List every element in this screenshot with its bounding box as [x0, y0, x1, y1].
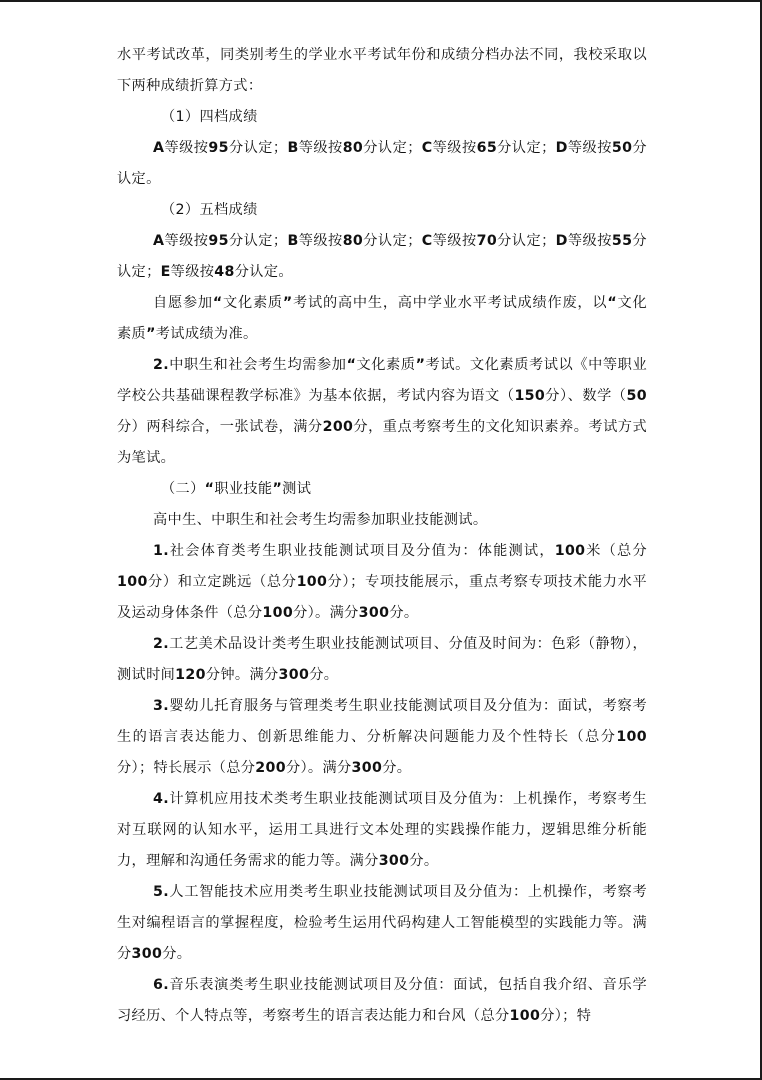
- text-run: 分钟。满分: [205, 667, 279, 683]
- document-body: [117, 40, 647, 1032]
- bold-text-run: 100: [296, 574, 328, 590]
- text-run: 分）。满分: [285, 760, 352, 776]
- bold-text-run: A: [153, 140, 165, 156]
- text-run: 分。: [309, 667, 339, 683]
- bold-text-run: 300: [351, 760, 383, 776]
- text-run: 婴幼儿托育服务与管理类考生职业技能测试项目及分值为：面试，考察考生的语言表达能力、创新思维能力、分析解决问题能力及个性特长（总分: [117, 698, 647, 745]
- text-run: 计算机应用技术类考生职业技能测试项目及分值为：上机操作，考察考生对互联网的认知水平，运用工具进行文本处理的实践操作能力，逻辑思维分析能力，理解和沟通任务需求的能力等。满分: [117, 791, 647, 869]
- bold-text-run: 300: [131, 946, 163, 962]
- paragraph-p15: [117, 970, 647, 1032]
- bold-text-run: 300: [378, 853, 410, 869]
- text-run: 高中生、中职生和社会考生均需参加职业技能测试。: [153, 512, 488, 528]
- bold-text-run: 100: [509, 1008, 541, 1024]
- paragraph-p1: [117, 40, 647, 102]
- paragraph-p14: [117, 877, 647, 970]
- text-run: 等级按: [432, 140, 477, 156]
- text-run: 分）两科综合，一张试卷，满分: [117, 419, 323, 435]
- bold-text-run: 80: [342, 233, 364, 249]
- text-run: 等级按: [170, 264, 215, 280]
- text-run: 分）；专项技能展示，重点考察专项技术能力水平及运动身体条件（总分: [117, 574, 647, 621]
- bold-text-run: 6.: [153, 977, 169, 993]
- text-run: 分。: [389, 605, 419, 621]
- bold-text-run: 150: [514, 388, 546, 404]
- paragraph-p10: [117, 536, 647, 629]
- text-run: 社会体育类考生职业技能测试项目及分值为：体能测试，: [168, 543, 555, 559]
- text-run: 文化素质: [117, 295, 648, 342]
- paragraph-p9: [117, 505, 647, 536]
- text-run: 分认定；: [228, 233, 288, 249]
- bold-text-run: “: [204, 481, 215, 497]
- text-run: 人工智能技术应用类考生职业技能测试项目及分值为：上机操作，考察考生对编程语言的掌握程度，检验考生运用代码构建人工智能模型的实践能力等。满分: [117, 884, 647, 962]
- text-run: 考试成绩为准。: [155, 326, 258, 342]
- bold-text-run: “: [607, 295, 618, 311]
- text-run: 等级按: [164, 233, 209, 249]
- text-run: 音乐表演类考生职业技能测试项目及分值：面试，包括自我介绍、音乐学习经历、个人特点等，考察考生的语言表达能力和台风（总分: [117, 977, 647, 1024]
- text-run: 分）、数学（: [545, 388, 627, 404]
- bold-text-run: 120: [175, 667, 206, 683]
- bold-text-run: 48: [214, 264, 235, 280]
- bold-text-run: 2.: [153, 636, 169, 652]
- bold-text-run: 50: [626, 388, 647, 404]
- bold-text-run: 50: [611, 140, 633, 156]
- paragraph-p5: [117, 226, 647, 288]
- text-run: 分认定。: [234, 264, 293, 280]
- text-run: 分。: [162, 946, 192, 962]
- bold-text-run: ”: [272, 481, 283, 497]
- text-run: 分。: [382, 760, 412, 776]
- text-run: 等级按: [164, 140, 209, 156]
- bold-text-run: 65: [476, 140, 498, 156]
- text-run: 分认定；: [363, 140, 422, 156]
- bold-text-run: 80: [342, 140, 364, 156]
- bold-text-run: 1.: [153, 543, 169, 559]
- paragraph-p8: [117, 474, 647, 505]
- bold-text-run: A: [153, 233, 165, 249]
- bold-text-run: “: [346, 357, 357, 373]
- bold-text-run: “: [212, 295, 223, 311]
- bold-text-run: 300: [278, 667, 310, 683]
- bold-text-run: C: [421, 233, 433, 249]
- text-run: 文化素质: [222, 295, 283, 311]
- bold-text-run: 100: [262, 605, 294, 621]
- bold-text-run: 95: [208, 233, 229, 249]
- text-run: 分）；特: [540, 1008, 592, 1024]
- bold-text-run: D: [555, 233, 568, 249]
- text-run: 考试的高中生，高中学业水平考试成绩作废，以: [292, 295, 608, 311]
- paragraph-p12: [117, 691, 647, 784]
- text-run: 职业技能: [214, 481, 273, 497]
- paragraph-p13: [117, 784, 647, 877]
- bold-text-run: 200: [255, 760, 286, 776]
- bold-text-run: D: [555, 140, 568, 156]
- bold-text-run: E: [160, 264, 171, 280]
- text-run: 中职生和社会考生均需参加: [168, 357, 347, 373]
- bold-text-run: 200: [322, 419, 354, 435]
- bold-text-run: 300: [358, 605, 390, 621]
- paragraph-p3: [117, 133, 647, 195]
- bold-text-run: 100: [117, 574, 148, 590]
- text-run: 水平考试改革，同类别考生的学业水平考试年份和成绩分档办法不同，我校采取以下两种成绩折算方式：: [117, 47, 647, 94]
- bold-text-run: 100: [554, 543, 586, 559]
- paragraph-p7: [117, 350, 647, 474]
- text-run: 自愿参加: [153, 295, 213, 311]
- text-run: 等级按: [567, 140, 612, 156]
- text-run: 文化素质: [356, 357, 416, 373]
- text-run: （2）五档成绩: [161, 202, 258, 218]
- text-run: 等级按: [432, 233, 477, 249]
- text-run: 测试: [282, 481, 312, 497]
- bold-text-run: ”: [282, 295, 293, 311]
- text-run: 分认定；: [117, 233, 647, 280]
- bold-text-run: B: [287, 233, 299, 249]
- text-run: 分）和立定跳远（总分: [147, 574, 297, 590]
- paragraph-p11: [117, 629, 647, 691]
- paragraph-p6: [117, 288, 647, 350]
- text-run: 分认定；: [228, 140, 288, 156]
- text-run: 分）；特长展示（总分: [117, 760, 256, 776]
- bold-text-run: ”: [415, 357, 426, 373]
- text-run: 等级按: [567, 233, 612, 249]
- bold-text-run: C: [421, 140, 433, 156]
- bold-text-run: 55: [611, 233, 633, 249]
- bold-text-run: 5.: [153, 884, 169, 900]
- bold-text-run: 3.: [153, 698, 169, 714]
- bold-text-run: 2.: [153, 357, 169, 373]
- text-run: 考试。文化素质考试以《中等职业学校公共基础课程教学标准》为基本依据，考试内容为语文（: [117, 357, 647, 404]
- text-run: 工艺美术品设计类考生职业技能测试项目、分值及时间为：色彩（静物），测试时间: [117, 636, 647, 683]
- bold-text-run: 4.: [153, 791, 169, 807]
- text-run: 米（总分: [585, 543, 647, 559]
- bold-text-run: 100: [616, 729, 647, 745]
- text-run: （二）: [161, 481, 205, 497]
- paragraph-p4: [117, 195, 647, 226]
- text-run: （1）四档成绩: [161, 109, 258, 125]
- text-run: 分认定；: [497, 233, 556, 249]
- text-run: 分）。满分: [293, 605, 359, 621]
- bold-text-run: B: [287, 140, 299, 156]
- text-run: 分认定。: [117, 140, 647, 187]
- text-run: 等级按: [298, 233, 343, 249]
- text-run: 分，重点考察考生的文化知识素养。考试方式为笔试。: [117, 419, 647, 466]
- text-run: 分。: [409, 853, 439, 869]
- paragraph-p2: [117, 102, 647, 133]
- text-run: 等级按: [298, 140, 343, 156]
- text-run: 分认定；: [497, 140, 556, 156]
- bold-text-run: ”: [146, 326, 156, 342]
- bold-text-run: 95: [208, 140, 229, 156]
- bold-text-run: 70: [476, 233, 498, 249]
- text-run: 分认定；: [363, 233, 422, 249]
